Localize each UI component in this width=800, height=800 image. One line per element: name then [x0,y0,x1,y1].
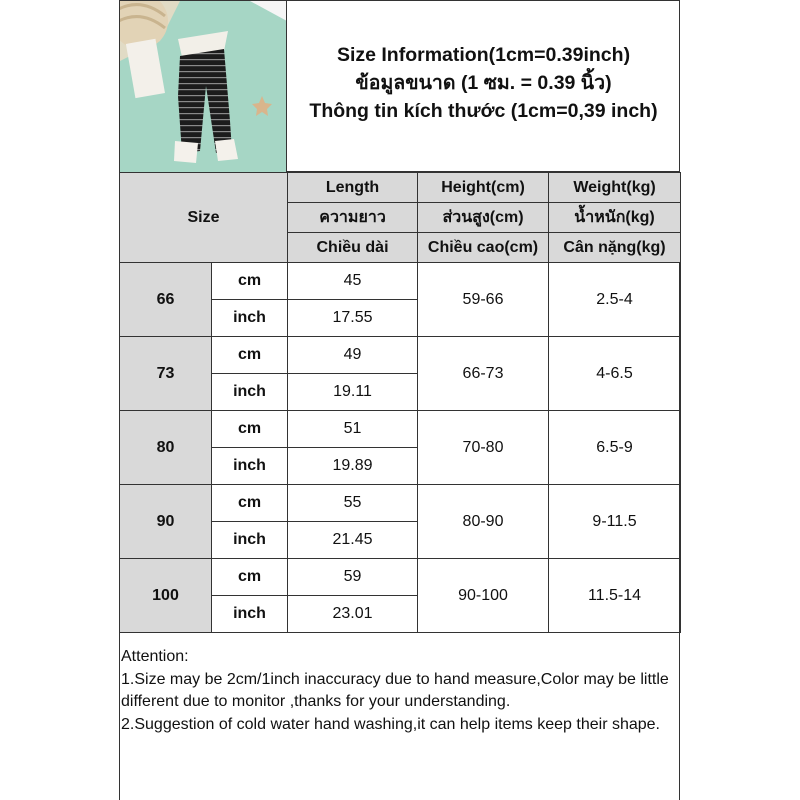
length-inch: 19.89 [288,448,418,485]
size-header: Size [120,173,288,263]
row-size: 66 [120,263,212,337]
unit-cm: cm [212,337,288,374]
pants-image [120,1,287,172]
length-inch: 21.45 [288,522,418,559]
col-weight-en: Weight(kg) [549,173,681,203]
unit-cm: cm [212,411,288,448]
table-row [120,559,681,596]
header [120,0,680,172]
length-cm: 55 [288,485,418,522]
length-cm: 51 [288,411,418,448]
col-height-vi: Chiều cao(cm) [418,233,549,263]
height-range: 70-80 [418,411,549,485]
unit-cm: cm [212,263,288,300]
attention-notes [121,646,677,736]
row-size: 73 [120,337,212,411]
product-photo [120,1,287,172]
row-size: 80 [120,411,212,485]
length-inch: 23.01 [288,596,418,633]
length-cm: 59 [288,559,418,596]
weight-range: 11.5-14 [549,559,681,633]
table-row [120,337,681,374]
unit-inch: inch [212,300,288,337]
title-vietnamese: Thông tin kích thước (1cm=0,39 inch) [309,100,658,122]
unit-cm: cm [212,559,288,596]
length-inch: 17.55 [288,300,418,337]
height-range: 59-66 [418,263,549,337]
size-table [119,172,681,633]
col-length-en: Length [288,173,418,203]
notes-heading: Attention: [121,648,189,665]
size-info-titles [287,41,680,125]
unit-inch: inch [212,448,288,485]
height-range: 80-90 [418,485,549,559]
col-weight-vi: Cân nặng(kg) [549,233,681,263]
row-size: 90 [120,485,212,559]
weight-range: 2.5-4 [549,263,681,337]
col-height-th: ส่วนสูง(cm) [418,203,549,233]
height-range: 90-100 [418,559,549,633]
unit-inch: inch [212,596,288,633]
length-cm: 45 [288,263,418,300]
row-size: 100 [120,559,212,633]
col-length-vi: Chiều dài [288,233,418,263]
col-height-en: Height(cm) [418,173,549,203]
height-range: 66-73 [418,337,549,411]
col-length-th: ความยาว [288,203,418,233]
unit-cm: cm [212,485,288,522]
weight-range: 9-11.5 [549,485,681,559]
table-row [120,485,681,522]
note-washing: 2.Suggestion of cold water hand washing,it can help items keep their shape. [121,715,660,733]
length-inch: 19.11 [288,374,418,411]
title-thai: ข้อมูลขนาด (1 ซม. = 0.39 นิ้ว) [355,72,612,94]
unit-inch: inch [212,522,288,559]
unit-inch: inch [212,374,288,411]
weight-range: 6.5-9 [549,411,681,485]
note-measurement: 1.Size may be 2cm/1inch inaccuracy due to hand measure,Color may be little different due to monitor ,thanks for your understanding. [121,670,669,710]
col-weight-th: น้ำหนัก(kg) [549,203,681,233]
length-cm: 49 [288,337,418,374]
weight-range: 4-6.5 [549,337,681,411]
title-english: Size Information(1cm=0.39inch) [336,44,631,66]
table-row [120,411,681,448]
table-row [120,263,681,300]
